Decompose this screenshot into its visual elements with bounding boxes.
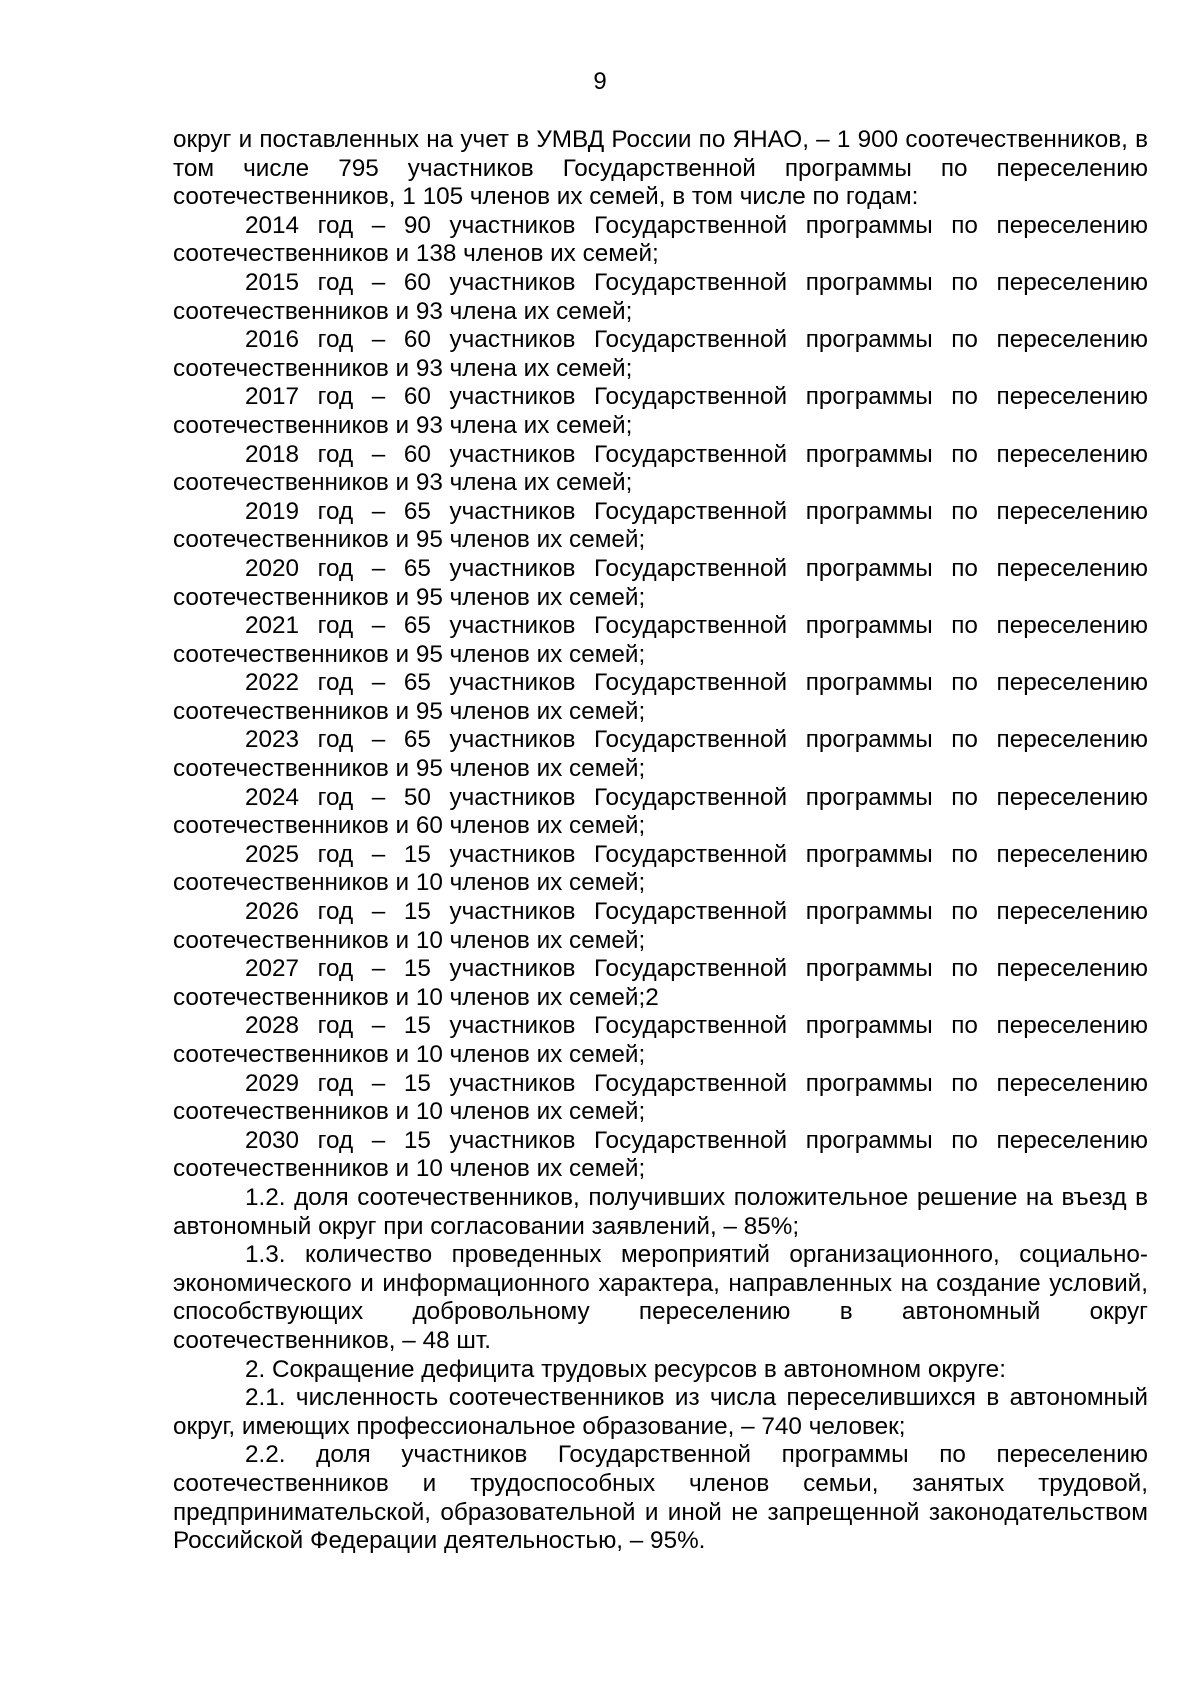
year-entry-line1: 2018 год – 60 участников Государственной программы по переселению	[245, 440, 1148, 468]
year-entry	[173, 784, 1148, 841]
item-1-3-paragraph: 1.3. количество проведенных мероприятий организационного, социально-экономического и информационного характера, направленных на создание условий, способствующих добровольному переселению в автономный округ соотечественников, – 48 шт.	[173, 1241, 1148, 1354]
year-entry	[173, 841, 1148, 898]
year-entry-line2: соотечественников и 60 членов их семей;	[173, 812, 646, 840]
item-2-2-paragraph: 2.2. доля участников Государственной программы по переселению соотечественников и трудоспособных членов семьи, занятых трудовой, предпринимательской, образовательной и иной не запрещенной законодательством Российской Федерации деятельностью, – 95%.	[173, 1441, 1148, 1555]
year-entry-line2: соотечественников и 138 членов их семей;	[173, 240, 659, 268]
year-entry	[173, 612, 1148, 669]
year-entry	[173, 669, 1148, 726]
year-entry-line1: 2023 год – 65 участников Государственной программы по переселению	[245, 726, 1148, 754]
year-entry-line2: соотечественников и 10 членов их семей;	[173, 1155, 646, 1183]
year-entry-line2: соотечественников и 93 члена их семей;	[173, 354, 633, 382]
year-entry-line2: соотечественников и 93 члена их семей;	[173, 297, 633, 325]
year-entry	[173, 383, 1148, 440]
year-entry	[173, 212, 1148, 269]
year-entry-line1: 2024 год – 50 участников Государственной программы по переселению	[245, 783, 1148, 811]
year-entry-line1: 2025 год – 15 участников Государственной программы по переселению	[245, 840, 1148, 868]
year-entry-line2: соотечественников и 10 членов их семей;	[173, 1098, 646, 1126]
year-entry-line1: 2029 год – 15 участников Государственной программы по переселению	[245, 1069, 1148, 1097]
page-number: 9	[593, 68, 607, 95]
year-entry-line1: 2030 год – 15 участников Государственной программы по переселению	[245, 1126, 1148, 1154]
year-entry	[173, 555, 1148, 612]
item-2-1-paragraph: 2.1. численность соотечественников из числа переселившихся в автономный округ, имеющих профессиональное образование, – 740 человек;	[173, 1384, 1148, 1440]
year-entry-line2: соотечественников и 93 члена их семей;	[173, 469, 633, 497]
year-entry	[173, 1012, 1148, 1069]
year-entry-line1: 2021 год – 65 участников Государственной программы по переселению	[245, 612, 1148, 640]
year-entry-line1: 2028 год – 15 участников Государственной программы по переселению	[245, 1012, 1148, 1040]
item-2-paragraph: 2. Сокращение дефицита трудовых ресурсов в автономном округе:	[245, 1355, 1006, 1383]
year-entry	[173, 1127, 1148, 1184]
year-entry-line1: 2014 год – 90 участников Государственной программы по переселению	[245, 211, 1148, 239]
year-entry	[173, 1070, 1148, 1127]
year-entry-line1: 2017 год – 60 участников Государственной программы по переселению	[245, 383, 1148, 411]
year-entry-line2: соотечественников и 95 членов их семей;	[173, 526, 646, 554]
year-entry-line2: соотечественников и 95 членов их семей;	[173, 755, 646, 783]
year-entry-line1: 2016 год – 60 участников Государственной программы по переселению	[245, 326, 1148, 354]
year-entry-line1: 2022 год – 65 участников Государственной программы по переселению	[245, 669, 1148, 697]
year-entry	[173, 441, 1148, 498]
year-entry	[173, 326, 1148, 383]
year-entry-line2: соотечественников и 10 членов их семей;	[173, 869, 646, 897]
intro-paragraph: округ и поставленных на учет в УМВД России по ЯНАО, – 1 900 соотечественников, в том числе 795 участников Государственной программы по переселению соотечественников, 1 105 членов их семей, в том числе по годам:	[173, 126, 1148, 211]
year-entry-line2: соотечественников и 95 членов их семей;	[173, 583, 646, 611]
year-entry	[173, 269, 1148, 326]
year-entry-line1: 2027 год – 15 участников Государственной программы по переселению	[245, 955, 1148, 983]
year-entry-line2: соотечественников и 10 членов их семей;	[173, 926, 646, 954]
year-entry	[173, 955, 1148, 1012]
year-entry-line1: 2026 год – 15 участников Государственной программы по переселению	[245, 898, 1148, 926]
year-entry	[173, 498, 1148, 555]
year-entry	[173, 726, 1148, 783]
year-entry-line2: соотечественников и 10 членов их семей;2	[173, 983, 659, 1011]
year-entry-line2: соотечественников и 95 членов их семей;	[173, 697, 646, 725]
document-body	[173, 126, 1148, 1556]
year-entry-line2: соотечественников и 93 члена их семей;	[173, 411, 633, 439]
year-entry	[173, 898, 1148, 955]
years-list	[173, 212, 1148, 1184]
item-1-2-paragraph: 1.2. доля соотечественников, получивших положительное решение на въезд в автономный округ при согласовании заявлений, – 85%;	[173, 1183, 1148, 1240]
year-entry-line1: 2015 год – 60 участников Государственной программы по переселению	[245, 268, 1148, 296]
year-entry-line2: соотечественников и 95 членов их семей;	[173, 640, 646, 668]
year-entry-line2: соотечественников и 10 членов их семей;	[173, 1041, 646, 1068]
year-entry-line1: 2019 год – 65 участников Государственной программы по переселению	[245, 497, 1148, 525]
year-entry-line1: 2020 год – 65 участников Государственной программы по переселению	[245, 554, 1148, 582]
